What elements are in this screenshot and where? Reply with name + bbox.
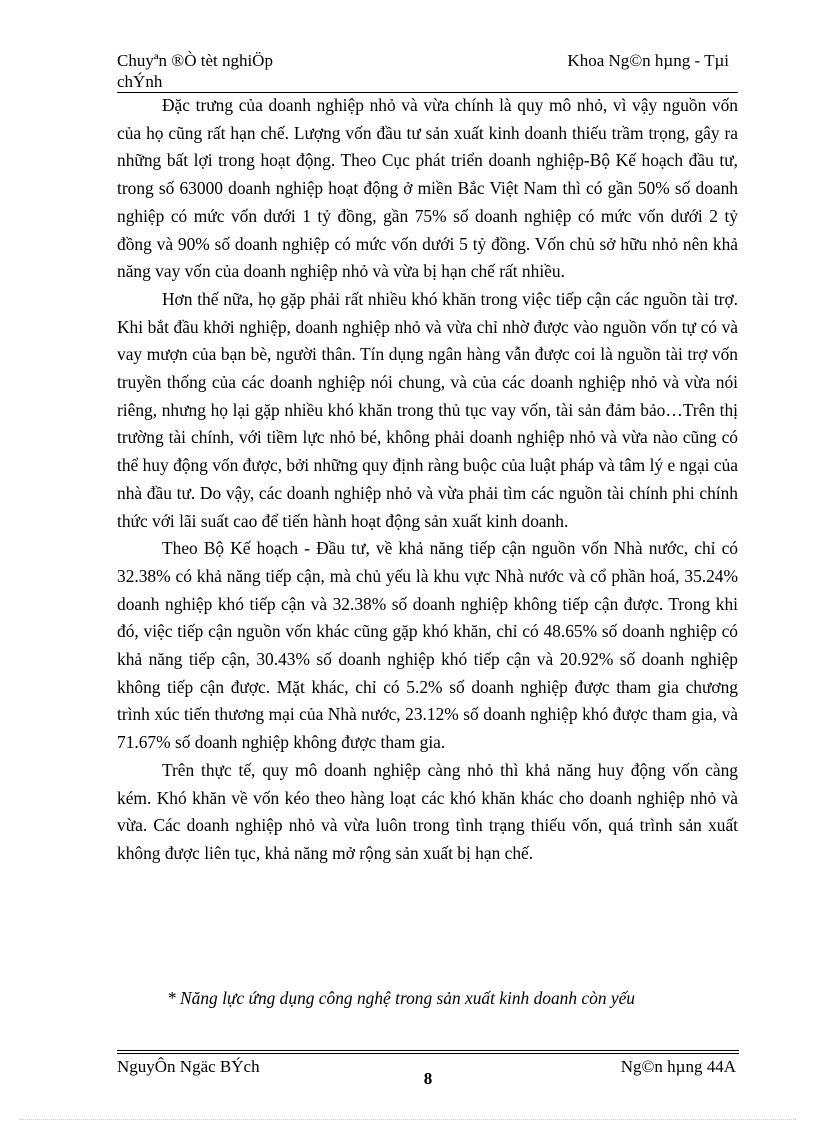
running-header-line-2: chÝnh bbox=[117, 72, 163, 91]
paragraph: Trên thực tế, quy mô doanh nghiệp càng nhỏ thì khả năng huy động vốn càng kém. Khó khăn về vốn kéo theo hàng loạt các khó khăn khác cho doanh nghiệp nhỏ và vừa. Các doanh nghiệp nhỏ và vừa luôn trong tình trạng thiếu vốn, quá trình sản xuất không được liên tục, khả năng mở rộng sản xuất bị hạn chế. bbox=[117, 759, 738, 863]
running-header-line-1: Chuyªn ®Ò tèt nghiÖp bbox=[117, 51, 273, 70]
running-header-title bbox=[117, 50, 273, 92]
section-subheading: * Năng lực ứng dụng công nghệ trong sản xuất kinh doanh còn yếu bbox=[167, 988, 636, 1008]
paragraph: Theo Bộ Kế hoạch - Đầu tư, về khả năng tiếp cận nguồn vốn Nhà nước, chỉ có 32.38% có khả năng tiếp cận, mà chủ yếu là khu vực Nhà nước và cổ phần hoá, 35.24% doanh nghiệp khó tiếp cận và 32.38% số doanh nghiệp không tiếp cận được. Trong khi đó, việc tiếp cận nguồn vốn khác cũng gặp khó khăn, chỉ có 48.65% số doanh nghiệp có khả năng tiếp cận, 30.43% số doanh nghiệp khó tiếp cận và 20.92% số doanh nghiệp không tiếp cận được. Mặt khác, chỉ có 5.2% số doanh nghiệp được tham gia chương trình xúc tiến thương mại của Nhà nước, 23.12% số doanh nghiệp khó được tham gia, và 71.67% số doanh nghiệp không được tham gia. bbox=[117, 538, 738, 753]
running-header-department: Khoa Ng©n hµng - Tµi bbox=[567, 51, 729, 70]
page-bottom-edge bbox=[20, 1119, 796, 1120]
footer-class: Ng©n hµng 44A bbox=[620, 1057, 736, 1076]
footer-divider bbox=[117, 1050, 739, 1054]
paragraph: Đặc trưng của doanh nghiệp nhỏ và vừa chính là quy mô nhỏ, vì vậy nguồn vốn của họ cũng rất hạn chế. Lượng vốn đầu tư sản xuất kinh doanh thiếu trầm trọng, gây ra những bất lợi trong hoạt động. Theo Cục phát triển doanh nghiệp-Bộ Kế hoạch đầu tư, trong số 63000 doanh nghiệp hoạt động ở miền Bắc Việt Nam thì có gần 50% số doanh nghiệp có mức vốn dưới 1 tỷ đồng, gần 75% số doanh nghiệp có mức vốn dưới 2 tỷ đồng và 90% số doanh nghiệp có mức vốn dưới 5 tỷ đồng. Vốn chủ sở hữu nhỏ nên khả năng vay vốn của doanh nghiệp nhỏ và vừa bị hạn chế rất nhiều. bbox=[117, 95, 738, 282]
page-number: 8 bbox=[423, 1069, 433, 1088]
footer-author: NguyÔn Ngäc BÝch bbox=[117, 1057, 260, 1076]
paragraph: Hơn thế nữa, họ gặp phải rất nhiều khó khăn trong việc tiếp cận các nguồn tài trợ. Khi bắt đầu khởi nghiệp, doanh nghiệp nhỏ và vừa chỉ nhờ được vào nguồn vốn tự có và vay mượn của bạn bè, người thân. Tín dụng ngân hàng vẫn được coi là nguồn tài trợ vốn truyền thống của các doanh nghiệp nói chung, và của các doanh nghiệp nhỏ và vừa nói riêng, nhưng họ lại gặp nhiều khó khăn trong thủ tục vay vốn, tài sản đảm bảo…Trên thị trường tài chính, với tiềm lực nhỏ bé, không phải doanh nghiệp nhỏ và vừa nào cũng có thể huy động vốn được, bởi những quy định ràng buộc của luật pháp và tâm lý e ngại của nhà đầu tư. Do vậy, các doanh nghiệp nhỏ và vừa phải tìm các nguồn tài chính phi chính thức với lãi suất cao để tiến hành hoạt động sản xuất kinh doanh. bbox=[117, 288, 738, 531]
body-text bbox=[117, 92, 738, 868]
